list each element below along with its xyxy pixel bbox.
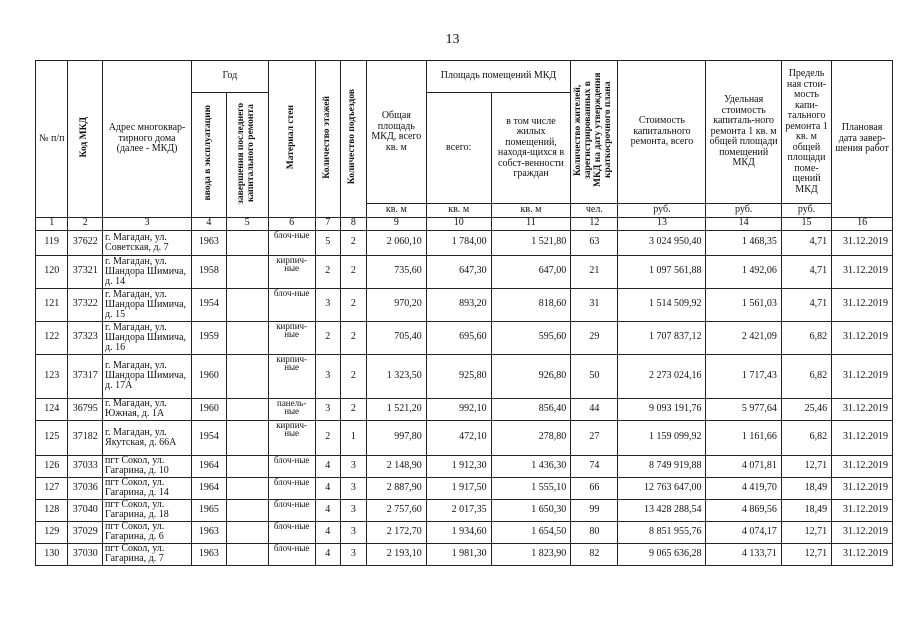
cell-year: 1960 [192, 398, 227, 420]
table-body [36, 230, 893, 565]
cell-floors: 2 [315, 255, 340, 288]
cell-wall: блоч-ные [268, 521, 315, 543]
cell-code: 37033 [68, 455, 103, 477]
table-row [36, 455, 893, 477]
header-wall [268, 61, 315, 218]
cell-date: 31.12.2019 [832, 477, 893, 499]
cell-floors: 3 [315, 354, 340, 398]
cell-address: г. Магадан, ул. Шандора Шимича, д. 15 [103, 288, 192, 321]
cell-wall: кирпич-ные [268, 255, 315, 288]
cell-premises-owned: 595,60 [491, 321, 571, 354]
cell-premises-total: 1 912,30 [426, 455, 491, 477]
cell-total-area: 2 172,70 [367, 521, 427, 543]
cell-wall: кирпич-ные [268, 420, 315, 455]
table-row [36, 420, 893, 455]
cell-floors: 4 [315, 543, 340, 565]
cell-total-area: 2 060,10 [367, 230, 427, 255]
cell-last-repair [226, 288, 268, 321]
column-index: 10 [426, 217, 491, 230]
cell-entrances: 2 [340, 398, 366, 420]
header-year-commission [192, 93, 227, 218]
cell-code: 37182 [68, 420, 103, 455]
cell-total-area: 997,80 [367, 420, 427, 455]
cell-floors: 3 [315, 288, 340, 321]
column-index: 11 [491, 217, 571, 230]
cell-floors: 4 [315, 477, 340, 499]
header-group-year: Год [192, 61, 268, 93]
cell-cost: 8 851 955,76 [618, 521, 706, 543]
header-entrances-label: Количество подъездов [347, 89, 358, 185]
cell-unit-cost: 1 492,06 [706, 255, 781, 288]
cell-premises-total: 893,20 [426, 288, 491, 321]
cell-cost: 8 749 919,88 [618, 455, 706, 477]
cell-residents: 21 [571, 255, 618, 288]
column-index: 5 [226, 217, 268, 230]
cell-address: пгт Сокол, ул. Гагарина, д. 10 [103, 455, 192, 477]
cell-wall: блоч-ные [268, 477, 315, 499]
cell-wall: блоч-ные [268, 543, 315, 565]
cell-code: 37030 [68, 543, 103, 565]
cell-address: пгт Сокол, ул. Гагарина, д. 6 [103, 521, 192, 543]
table-row [36, 354, 893, 398]
column-index: 2 [68, 217, 103, 230]
header-year-commission-label: ввода в эксплуатацию [202, 105, 213, 201]
cell-total-area: 1 521,20 [367, 398, 427, 420]
cell-address: пгт Сокол, ул. Гагарина, д. 14 [103, 477, 192, 499]
cell-year: 1958 [192, 255, 227, 288]
cell-premises-total: 647,30 [426, 255, 491, 288]
column-index: 7 [315, 217, 340, 230]
cell-year: 1963 [192, 230, 227, 255]
cell-entrances: 2 [340, 255, 366, 288]
cell-max-cost: 4,71 [781, 255, 831, 288]
capital-repair-table [35, 60, 893, 566]
cell-num: 120 [36, 255, 68, 288]
cell-code: 37036 [68, 477, 103, 499]
cell-premises-owned: 926,80 [491, 354, 571, 398]
cell-floors: 5 [315, 230, 340, 255]
cell-floors: 4 [315, 455, 340, 477]
header-total-area: Общая площадь МКД, всего кв. м [367, 61, 427, 204]
header-premises-owned: в том числе жилых помещений, находя-щихся в собст-венности граждан [491, 93, 571, 204]
column-index: 9 [367, 217, 427, 230]
cell-code: 37317 [68, 354, 103, 398]
cell-total-area: 705,40 [367, 321, 427, 354]
cell-unit-cost: 4 133,71 [706, 543, 781, 565]
cell-cost: 13 428 288,54 [618, 499, 706, 521]
cell-total-area: 970,20 [367, 288, 427, 321]
cell-last-repair [226, 543, 268, 565]
cell-entrances: 3 [340, 521, 366, 543]
cell-date: 31.12.2019 [832, 230, 893, 255]
cell-total-area: 1 323,50 [367, 354, 427, 398]
cell-premises-total: 1 934,60 [426, 521, 491, 543]
cell-premises-total: 925,80 [426, 354, 491, 398]
cell-last-repair [226, 477, 268, 499]
column-index: 3 [103, 217, 192, 230]
cell-residents: 66 [571, 477, 618, 499]
cell-code: 37322 [68, 288, 103, 321]
table-row [36, 543, 893, 565]
cell-wall: блоч-ные [268, 288, 315, 321]
cell-residents: 44 [571, 398, 618, 420]
cell-floors: 3 [315, 398, 340, 420]
cell-last-repair [226, 455, 268, 477]
cell-premises-total: 992,10 [426, 398, 491, 420]
unit-cost: руб. [618, 204, 706, 217]
column-index: 13 [618, 217, 706, 230]
header-cost: Стоимость капитального ремонта, всего [618, 61, 706, 204]
column-index: 6 [268, 217, 315, 230]
table-row [36, 321, 893, 354]
cell-cost: 9 093 191,76 [618, 398, 706, 420]
header-entrances [340, 61, 366, 218]
cell-cost: 12 763 647,00 [618, 477, 706, 499]
table-row [36, 499, 893, 521]
column-index-row [36, 217, 893, 230]
cell-year: 1963 [192, 521, 227, 543]
header-residents [571, 61, 618, 204]
cell-entrances: 3 [340, 477, 366, 499]
column-index: 12 [571, 217, 618, 230]
cell-max-cost: 12,71 [781, 543, 831, 565]
cell-year: 1954 [192, 420, 227, 455]
cell-unit-cost: 4 419,70 [706, 477, 781, 499]
cell-premises-owned: 1 521,80 [491, 230, 571, 255]
cell-premises-total: 472,10 [426, 420, 491, 455]
cell-premises-owned: 1 654,50 [491, 521, 571, 543]
cell-residents: 74 [571, 455, 618, 477]
header-wall-label: Материал стен [285, 104, 296, 170]
cell-cost: 1 707 837,12 [618, 321, 706, 354]
cell-residents: 80 [571, 521, 618, 543]
cell-year: 1954 [192, 288, 227, 321]
cell-code: 36795 [68, 398, 103, 420]
cell-cost: 1 097 561,88 [618, 255, 706, 288]
table-row [36, 477, 893, 499]
unit-unit-cost: руб. [706, 204, 781, 217]
cell-unit-cost: 4 071,81 [706, 455, 781, 477]
cell-total-area: 735,60 [367, 255, 427, 288]
cell-num: 128 [36, 499, 68, 521]
cell-num: 122 [36, 321, 68, 354]
column-index: 16 [832, 217, 893, 230]
cell-date: 31.12.2019 [832, 543, 893, 565]
cell-max-cost: 6,82 [781, 354, 831, 398]
cell-unit-cost: 2 421,09 [706, 321, 781, 354]
cell-num: 125 [36, 420, 68, 455]
cell-code: 37622 [68, 230, 103, 255]
table-row [36, 521, 893, 543]
header-group-premises: Площадь помещений МКД [426, 61, 571, 93]
header-unit-cost: Удельная стоимость капиталь-ного ремонта 1 кв. м общей площади помещений МКД [706, 61, 781, 204]
cell-cost: 1 514 509,92 [618, 288, 706, 321]
cell-residents: 29 [571, 321, 618, 354]
cell-last-repair [226, 420, 268, 455]
cell-last-repair [226, 255, 268, 288]
cell-last-repair [226, 499, 268, 521]
cell-max-cost: 25,46 [781, 398, 831, 420]
table-row [36, 288, 893, 321]
cell-wall: панель-ные [268, 398, 315, 420]
cell-unit-cost: 4 074,17 [706, 521, 781, 543]
cell-cost: 9 065 636,28 [618, 543, 706, 565]
cell-premises-total: 695,60 [426, 321, 491, 354]
header-floors-label: Количество этажей [321, 95, 332, 179]
cell-floors: 4 [315, 521, 340, 543]
column-index: 14 [706, 217, 781, 230]
cell-floors: 2 [315, 321, 340, 354]
cell-entrances: 2 [340, 230, 366, 255]
cell-residents: 27 [571, 420, 618, 455]
cell-year: 1963 [192, 543, 227, 565]
cell-year: 1964 [192, 477, 227, 499]
cell-floors: 4 [315, 499, 340, 521]
cell-code: 37321 [68, 255, 103, 288]
cell-entrances: 3 [340, 499, 366, 521]
cell-total-area: 2 193,10 [367, 543, 427, 565]
cell-premises-total: 1 917,50 [426, 477, 491, 499]
cell-max-cost: 18,49 [781, 477, 831, 499]
cell-entrances: 2 [340, 354, 366, 398]
cell-address: г. Магадан, ул. Шандора Шимича, д. 14 [103, 255, 192, 288]
cell-address: г. Магадан, ул. Южная, д. 1А [103, 398, 192, 420]
cell-date: 31.12.2019 [832, 420, 893, 455]
cell-premises-owned: 647,00 [491, 255, 571, 288]
cell-num: 129 [36, 521, 68, 543]
cell-total-area: 2 757,60 [367, 499, 427, 521]
header-max-cost: Предель ная стои-мость капи-тального ремонта 1 кв. м общей площади поме-щений МКД [781, 61, 831, 204]
cell-wall: блоч-ные [268, 499, 315, 521]
header-premises-total: всего: [426, 93, 491, 204]
cell-unit-cost: 1 468,35 [706, 230, 781, 255]
header-code [68, 61, 103, 218]
header-address: Адрес многоквар-тирного дома (далее - МКД) [103, 61, 192, 218]
cell-entrances: 3 [340, 455, 366, 477]
cell-max-cost: 4,71 [781, 230, 831, 255]
header-num: № п/п [36, 61, 68, 218]
cell-address: пгт Сокол, ул. Гагарина, д. 18 [103, 499, 192, 521]
cell-wall: блоч-ные [268, 455, 315, 477]
header-code-label: Код МКД [79, 116, 90, 158]
cell-year: 1965 [192, 499, 227, 521]
cell-residents: 50 [571, 354, 618, 398]
cell-code: 37029 [68, 521, 103, 543]
table-row [36, 255, 893, 288]
cell-max-cost: 18,49 [781, 499, 831, 521]
column-index: 8 [340, 217, 366, 230]
cell-floors: 2 [315, 420, 340, 455]
cell-year: 1960 [192, 354, 227, 398]
cell-address: г. Магадан, ул. Советская, д. 7 [103, 230, 192, 255]
column-index: 1 [36, 217, 68, 230]
page-number: 13 [445, 32, 460, 47]
cell-date: 31.12.2019 [832, 455, 893, 477]
cell-date: 31.12.2019 [832, 354, 893, 398]
cell-cost: 3 024 950,40 [618, 230, 706, 255]
cell-residents: 31 [571, 288, 618, 321]
cell-unit-cost: 1 717,43 [706, 354, 781, 398]
cell-premises-total: 1 981,30 [426, 543, 491, 565]
unit-premises-owned: кв. м [491, 204, 571, 217]
header-floors [315, 61, 340, 218]
cell-num: 126 [36, 455, 68, 477]
cell-num: 124 [36, 398, 68, 420]
cell-premises-owned: 278,80 [491, 420, 571, 455]
cell-num: 119 [36, 230, 68, 255]
cell-unit-cost: 4 869,56 [706, 499, 781, 521]
cell-total-area: 2 148,90 [367, 455, 427, 477]
column-index: 15 [781, 217, 831, 230]
cell-date: 31.12.2019 [832, 521, 893, 543]
unit-total-area: кв. м [367, 204, 427, 217]
cell-num: 123 [36, 354, 68, 398]
cell-date: 31.12.2019 [832, 398, 893, 420]
cell-max-cost: 12,71 [781, 521, 831, 543]
cell-premises-total: 2 017,35 [426, 499, 491, 521]
cell-entrances: 2 [340, 321, 366, 354]
cell-max-cost: 6,82 [781, 321, 831, 354]
cell-wall: кирпич-ные [268, 354, 315, 398]
header-year-last-repair [226, 93, 268, 218]
cell-last-repair [226, 354, 268, 398]
cell-premises-owned: 1 650,30 [491, 499, 571, 521]
cell-last-repair [226, 521, 268, 543]
cell-cost: 2 273 024,16 [618, 354, 706, 398]
cell-last-repair [226, 321, 268, 354]
cell-num: 127 [36, 477, 68, 499]
cell-max-cost: 6,82 [781, 420, 831, 455]
cell-premises-owned: 1 555,10 [491, 477, 571, 499]
cell-max-cost: 12,71 [781, 455, 831, 477]
cell-address: г. Магадан, ул. Шандора Шимича, д. 16 [103, 321, 192, 354]
header-year-last-repair-label: завершения последнего капитального ремонта [236, 102, 257, 204]
unit-residents: чел. [571, 204, 618, 217]
cell-wall: кирпич-ные [268, 321, 315, 354]
cell-premises-owned: 1 823,90 [491, 543, 571, 565]
table-row [36, 230, 893, 255]
unit-premises-total: кв. м [426, 204, 491, 217]
cell-total-area: 2 887,90 [367, 477, 427, 499]
cell-cost: 1 159 099,92 [618, 420, 706, 455]
cell-code: 37323 [68, 321, 103, 354]
cell-residents: 82 [571, 543, 618, 565]
cell-last-repair [226, 230, 268, 255]
cell-date: 31.12.2019 [832, 255, 893, 288]
cell-year: 1959 [192, 321, 227, 354]
cell-entrances: 1 [340, 420, 366, 455]
cell-residents: 99 [571, 499, 618, 521]
cell-address: г. Магадан, ул. Якутская, д. 66А [103, 420, 192, 455]
cell-unit-cost: 1 561,03 [706, 288, 781, 321]
cell-max-cost: 4,71 [781, 288, 831, 321]
cell-date: 31.12.2019 [832, 499, 893, 521]
cell-unit-cost: 1 161,66 [706, 420, 781, 455]
cell-year: 1964 [192, 455, 227, 477]
cell-last-repair [226, 398, 268, 420]
cell-premises-owned: 818,60 [491, 288, 571, 321]
cell-code: 37040 [68, 499, 103, 521]
cell-num: 130 [36, 543, 68, 565]
cell-residents: 63 [571, 230, 618, 255]
cell-date: 31.12.2019 [832, 321, 893, 354]
cell-premises-owned: 856,40 [491, 398, 571, 420]
table-row [36, 398, 893, 420]
cell-premises-total: 1 784,00 [426, 230, 491, 255]
cell-entrances: 2 [340, 288, 366, 321]
unit-max-cost: руб. [781, 204, 831, 217]
column-index: 4 [192, 217, 227, 230]
cell-date: 31.12.2019 [832, 288, 893, 321]
cell-unit-cost: 5 977,64 [706, 398, 781, 420]
header-residents-label: Количество жителей, зарегистрированных в МКД на дату утверждения краткосрочного плана [573, 73, 614, 188]
table-header [36, 61, 893, 231]
cell-entrances: 3 [340, 543, 366, 565]
cell-premises-owned: 1 436,30 [491, 455, 571, 477]
cell-address: пгт Сокол, ул. Гагарина, д. 7 [103, 543, 192, 565]
cell-address: г. Магадан, ул. Шандора Шимича, д. 17А [103, 354, 192, 398]
cell-num: 121 [36, 288, 68, 321]
header-date: Плановая дата завер-шения работ [832, 61, 893, 218]
cell-wall: блоч-ные [268, 230, 315, 255]
